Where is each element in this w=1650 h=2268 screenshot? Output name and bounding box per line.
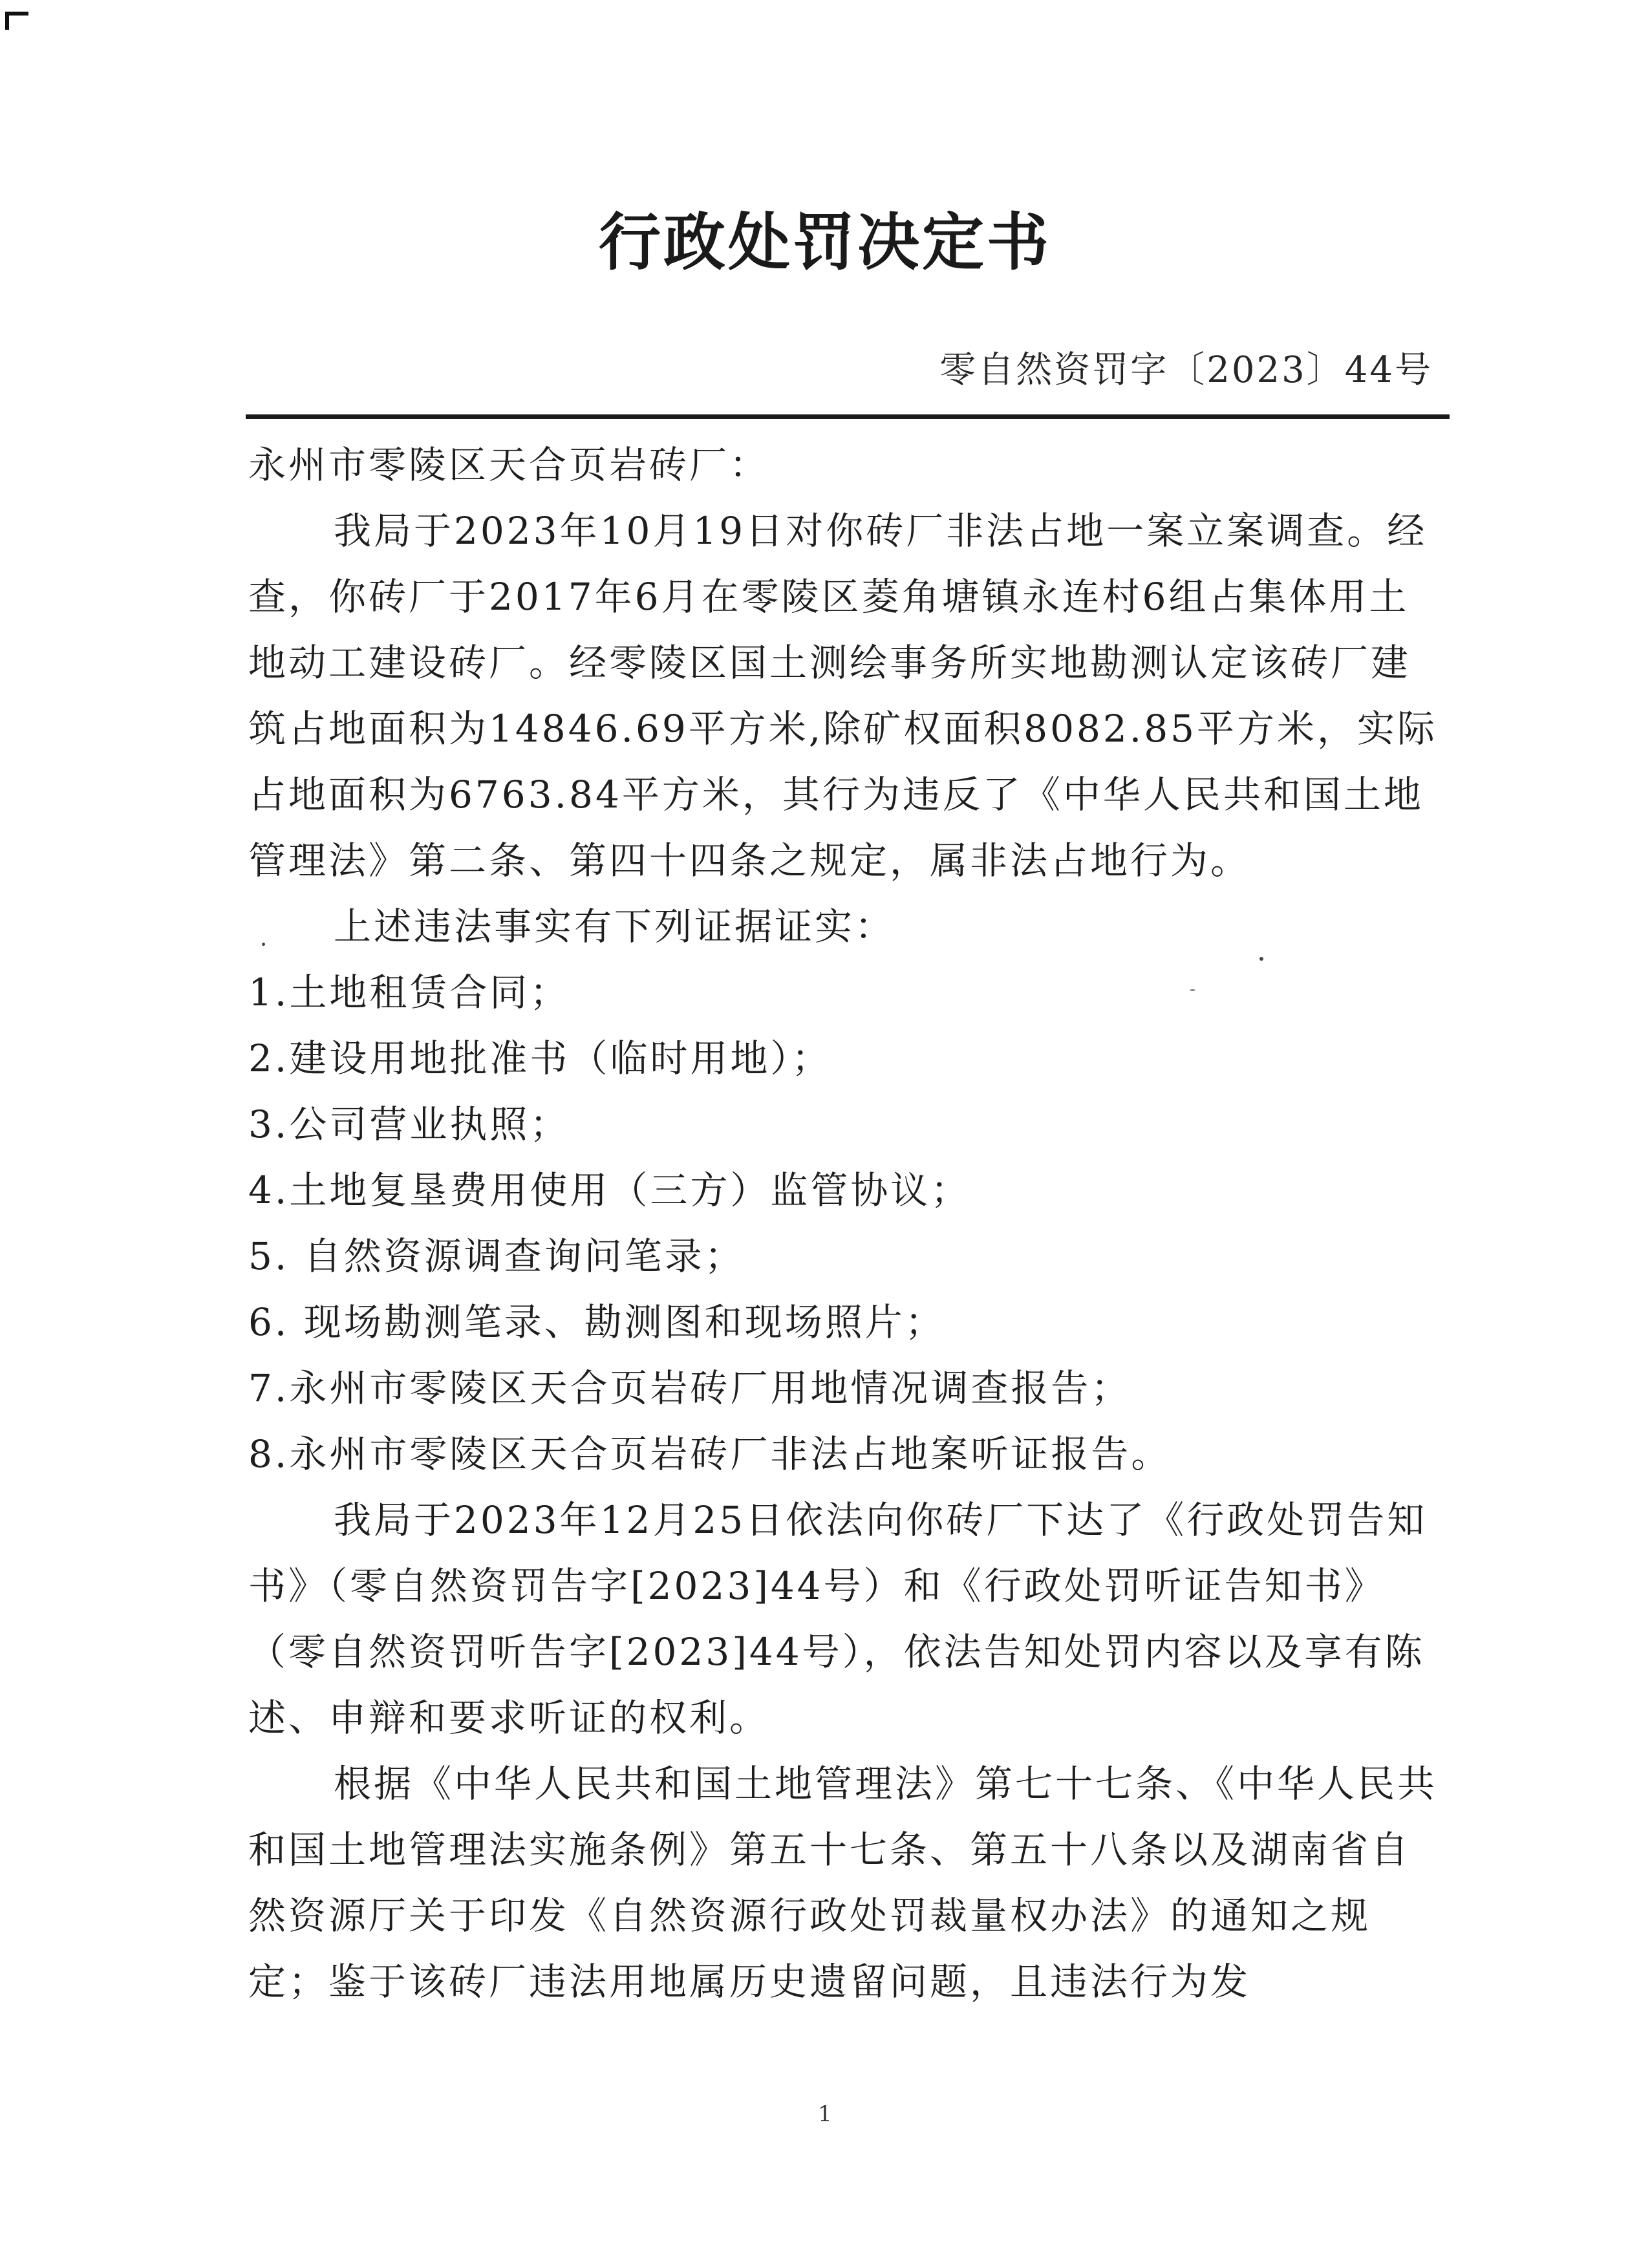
evidence-item: 8.永州市零陵区天合页岩砖厂非法占地案听证报告。 [248,1432,1172,1476]
evidence-item: 7.永州市零陵区天合页岩砖厂用地情况调查报告； [248,1366,1131,1410]
evidence-item: 2.建设用地批准书（临时用地）； [248,1036,832,1080]
evidence-item: 6. 现场勘测笔录、勘测图和现场照片； [248,1300,945,1344]
addressee: 永州市零陵区天合页岩砖厂： [248,443,770,487]
evidence-item: 1.土地租赁合同； [248,970,570,1014]
evidence-item: 5. 自然资源调查询问笔录； [248,1234,745,1278]
evidence-intro: 上述违法事实有下列证据证实： [334,904,895,948]
evidence-item: 4.土地复垦费用使用（三方）监管协议； [248,1168,971,1212]
scan-speck [1259,957,1263,961]
paragraph-notification: 我局于2023年12月25日依法向你砖厂下达了《行政处罚告知书》（零自然资罚告字[2023]44号）和《行政处罚听证告知书》（零自然资罚听告字[2023]44号），依法告知处罚内容以及享有陈述、申辩和要求听证的权利。 [248,1498,1428,1740]
paragraph-legal-basis: 根据《中华人民共和国土地管理法》第七十七条、《中华人民共和国土地管理法实施条例》第五十七条、第五十八条以及湖南省自然资源厅关于印发《自然资源行政处罚裁量权办法》的通知之规定；鉴于该砖厂违法用地属历史遗留问题，且违法行为发 [248,1762,1438,2004]
evidence-item: 3.公司营业执照； [248,1102,570,1146]
scan-speck [1190,989,1195,991]
document-number: 零自然资罚字〔2023〕44号 [939,349,1433,391]
scan-corner-mark [5,12,28,30]
header-divider [246,414,1450,419]
paragraph-facts: 我局于2023年10月19日对你砖厂非法占地一案立案调查。经查，你砖厂于2017年6月在零陵区菱角塘镇永连村6组占集体用土地动工建设砖厂。经零陵区国土测绘事务所实地勘测认定该砖厂建筑占地面积为14846.69平方米,除矿权面积8082.85平方米，实际占地面积为6763.84平方米，其行为违反了《中华人民共和国土地管理法》第二条、第四十四条之规定，属非法占地行为。 [248,509,1438,883]
document-title: 行政处罚决定书 [599,206,1051,279]
page-number: 1 [818,2101,832,2127]
scan-speck [262,943,265,946]
document-body [248,432,1446,2015]
